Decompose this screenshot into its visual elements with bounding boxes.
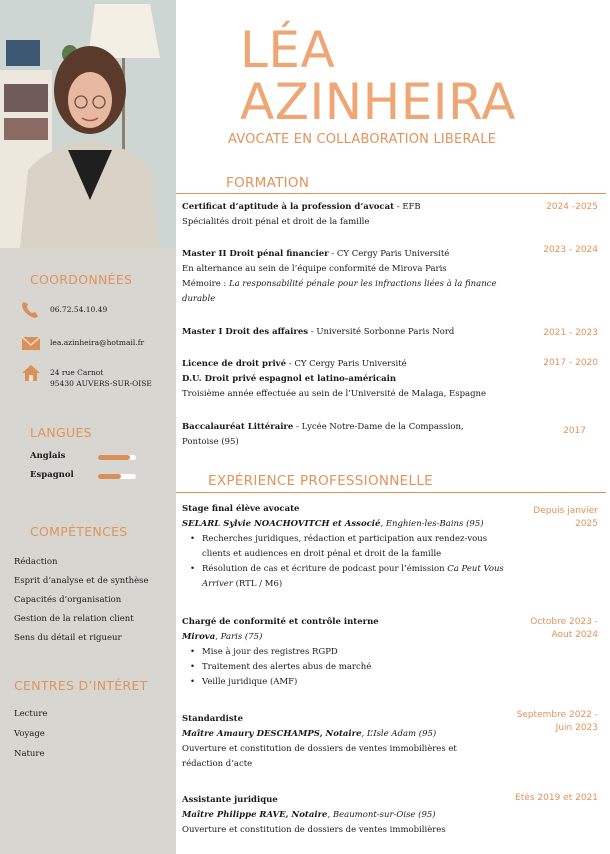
school: CY Cergy Paris Université <box>294 359 407 369</box>
full-name <box>240 21 516 131</box>
degree-title: Master II Droit pénal financier <box>182 249 329 259</box>
job-title: AVOCATE EN COLLABORATION LIBERALE <box>228 132 497 147</box>
degree-description: Troisième année effectuée au sein de l’Université de Malaga, Espagne <box>182 389 487 399</box>
degree-description: En alternance au sein de l’équipe conformité de Mirova Paris <box>182 264 447 274</box>
address-line-2: 95430 AUVERS-SUR-OISE <box>50 379 152 388</box>
task-text: Résolution de cas et écriture de podcast pour l’émission <box>202 564 448 574</box>
formation-item <box>182 357 512 402</box>
formation-date: 2017 - 2020 <box>543 358 598 368</box>
degree-title-2: D.U. Droit privé espagnol et latino-américain <box>182 374 397 384</box>
interest-item: Nature <box>14 749 45 759</box>
interests-list <box>14 704 47 764</box>
separator: - <box>293 422 302 432</box>
experience-date: Septembre 2022 - Juin 2023 <box>516 710 598 733</box>
profile-photo <box>0 0 176 248</box>
skill-item: Esprit d’analyse et de synthèse <box>14 576 149 586</box>
task-item: • Recherches juridiques, rédaction et participation aux rendez-vous clients et audiences en droit pénal et droit de la famille <box>202 532 512 562</box>
interest-item: Voyage <box>14 729 45 739</box>
address-line-1: 24 rue Carnot <box>50 368 104 377</box>
employer: Mirova <box>182 632 216 642</box>
employer: Maître Amaury DESCHAMPS, Notaire <box>182 729 362 739</box>
separator: - <box>286 359 295 369</box>
formation-date: 2017 <box>563 426 586 436</box>
phone-number: 06.72.54.10.49 <box>50 305 108 314</box>
podcast-channels: (RTL / M6) <box>232 579 283 589</box>
experience-title: EXPÉRIENCE PROFESSIONNELLE <box>208 473 433 489</box>
experience-date: Depuis janvier 2025 <box>533 506 598 529</box>
languages-title: LANGUES <box>30 425 92 440</box>
degree-title: Baccalauréat Littéraire <box>182 422 294 432</box>
school: Université Sorbonne Paris Nord <box>316 327 455 337</box>
school: Lycée Notre-Dame de la Compassion, Pontoise (95) <box>182 422 464 447</box>
job-description: Ouverture et constitution de dossiers de ventes immobilières <box>182 825 446 835</box>
job-position: Stage final élève avocate <box>182 504 300 514</box>
thesis-label: Mémoire : <box>182 279 229 289</box>
address <box>50 363 152 389</box>
experience-item <box>182 502 512 592</box>
last-name: AZINHEIRA <box>240 73 516 131</box>
address-row <box>20 363 152 389</box>
task-list <box>182 532 512 592</box>
formation-item <box>182 247 512 307</box>
language-item <box>30 451 140 465</box>
formation-item <box>182 200 512 230</box>
phone-icon <box>20 300 42 320</box>
experience-date: Etés 2019 et 2021 <box>515 793 598 803</box>
formation-item <box>182 420 502 450</box>
interests-title: CENTRES D’INTÉRET <box>14 678 148 693</box>
employer: SELARL Sylvie NOACHOVITCH et Associé <box>182 519 381 529</box>
job-location: , Paris (75) <box>215 632 263 642</box>
section-divider <box>176 492 606 493</box>
skill-item: Gestion de la relation client <box>14 614 134 624</box>
language-label: Espagnol <box>30 470 74 480</box>
envelope-icon <box>20 333 42 353</box>
job-position: Assistante juridique <box>182 795 278 805</box>
experience-item <box>182 615 512 690</box>
job-location: , L’Isle Adam (95) <box>361 729 437 739</box>
experience-item <box>182 793 512 838</box>
job-position: Chargé de conformité et contrôle interne <box>182 617 379 627</box>
skill-item: Capacités d’organisation <box>14 595 122 605</box>
degree-title: Certificat d’aptitude à la profession d’avocat <box>182 202 395 212</box>
formation-date: 2023 - 2024 <box>543 245 598 255</box>
contact-title: COORDONNÉES <box>30 272 133 287</box>
podcast-title: Ca Peut Vous Arriver <box>202 564 504 589</box>
language-level-bar <box>98 455 130 460</box>
school: EFB <box>402 202 421 212</box>
first-name: LÉA <box>240 21 336 79</box>
degree-description: Spécialités droit pénal et droit de la famille <box>182 217 370 227</box>
job-location: , Beaumont-sur-Oise (95) <box>327 810 436 820</box>
job-location: , Enghien-les-Bains (95) <box>380 519 484 529</box>
separator: - <box>394 202 403 212</box>
language-level-bar <box>98 474 121 479</box>
experience-item <box>182 712 482 772</box>
language-label: Anglais <box>30 451 66 461</box>
job-description: Ouverture et constitution de dossiers de ventes immobilières et rédaction d’acte <box>182 744 457 769</box>
skills-title: COMPÉTENCES <box>30 524 128 539</box>
thesis-title: La responsabilité pénale pour les infractions liées à la finance durable <box>182 279 497 304</box>
separator: - <box>328 249 337 259</box>
skill-item: Sens du détail et rigueur <box>14 633 122 643</box>
skill-item: Rédaction <box>14 557 58 567</box>
phone-row <box>20 300 107 320</box>
formation-title: FORMATION <box>226 175 310 191</box>
task-item: • Veille juridique (AMF) <box>202 675 512 690</box>
task-list <box>182 645 512 690</box>
interest-item: Lecture <box>14 709 48 719</box>
separator: - <box>308 327 317 337</box>
task-item: • Traitement des alertes abus de marché <box>202 660 512 675</box>
skills-list <box>14 553 149 648</box>
degree-title: Master I Droit des affaires <box>182 327 309 337</box>
task-item <box>202 562 512 592</box>
experience-date: Octobre 2023 - Aout 2024 <box>530 617 598 640</box>
language-level-track <box>98 474 136 479</box>
sidebar <box>0 0 176 854</box>
language-item <box>30 470 140 484</box>
home-icon <box>20 363 42 383</box>
formation-date: 2024 -2025 <box>546 202 598 212</box>
task-item: • Mise à jour des registres RGPD <box>202 645 512 660</box>
employer: Maître Philippe RAVE, Notaire <box>182 810 328 820</box>
degree-title: Licence de droit privé <box>182 359 287 369</box>
email-address: lea.azinheira@hotmail.fr <box>50 338 145 347</box>
school: CY Cergy Paris Université <box>336 249 450 259</box>
job-position: Standardiste <box>182 714 243 724</box>
formation-date: 2021 - 2023 <box>543 328 598 338</box>
formation-item <box>182 325 512 340</box>
section-divider <box>176 193 606 194</box>
language-level-track <box>98 455 136 460</box>
email-row <box>20 333 144 353</box>
